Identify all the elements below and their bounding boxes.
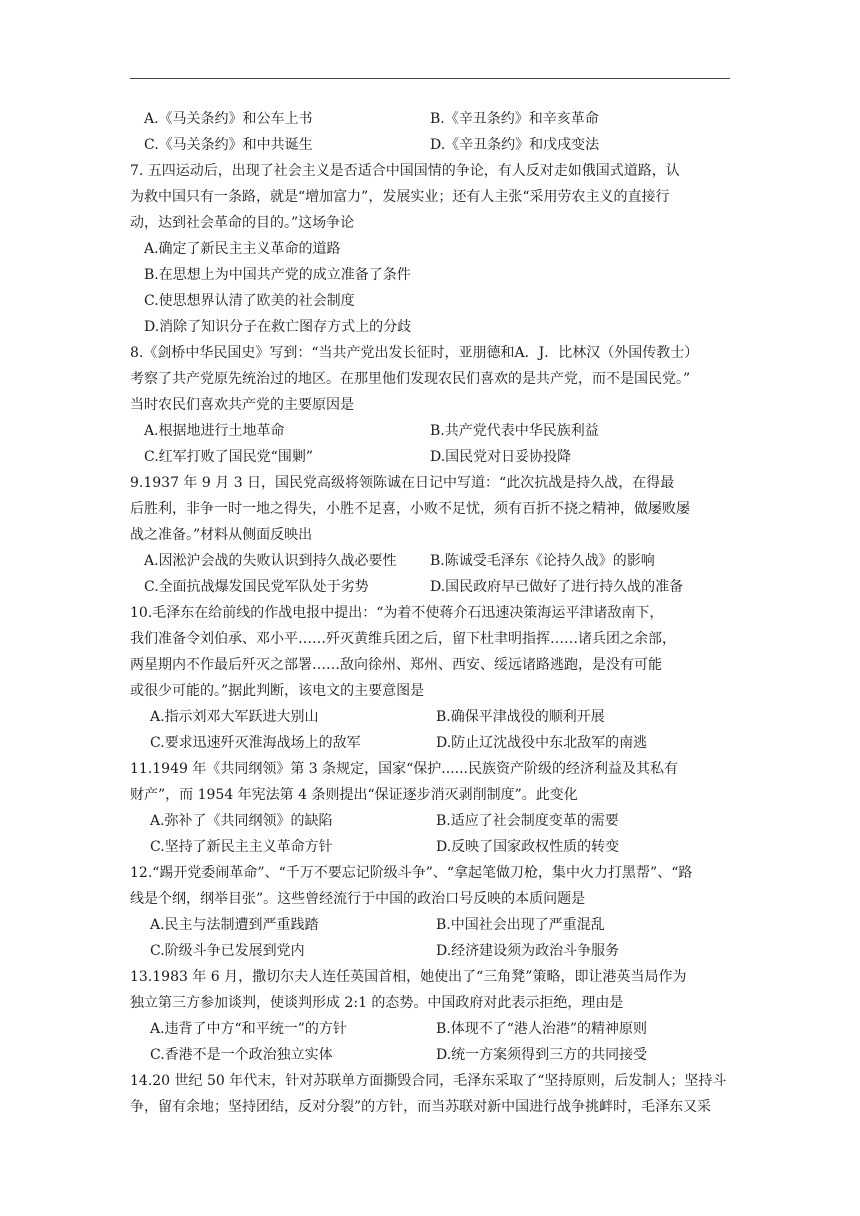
q13-options-row-1 [130,1016,740,1042]
q9-option-b: B.陈诚受毛泽东《论持久战》的影响 [430,553,655,569]
q12-option-c: C.阶级斗争已发展到党内 [150,943,305,959]
header-rule [130,78,730,79]
q11-stem-line: 11.1949 年《共同纲领》第 3 条规定，国家“保护......民族资产阶级的经济利益及其私有 [130,761,679,777]
q13-option-c: C.香港不是一个政治独立实体 [150,1047,333,1063]
q8-stem-line: 考察了共产党原先统治过的地区。在那里他们发现农民们喜欢的是共产党，而不是国民党。” [130,371,691,387]
q10-stem-line: 或很少可能的。”据此判断，该电文的主要意图是 [130,683,425,699]
q9-options-row-2 [130,574,740,600]
q13-option-b: B.体现不了“港人治港”的精神原则 [436,1021,648,1037]
q7-option-d: D.消除了知识分子在救亡图存方式上的分歧 [144,319,412,335]
q10-stem-line: 10.毛泽东在给前线的作战电报中提出：“为着不使蒋介石迅速决策海运平津诸敌南下， [130,605,664,621]
q10-option-a: A.指示刘邓大军跃进大别山 [150,709,319,725]
q13-option-a: A.违背了中方“和平统一”的方针 [150,1021,347,1037]
q11-options-row-2 [130,834,740,860]
q7-option-c: C.使思想界认清了欧美的社会制度 [144,293,355,309]
q12-options-row-2 [130,938,740,964]
q8-option-b: B.共产党代表中华民族利益 [430,423,599,439]
q6-option-a: A.《马关条约》和公车上书 [144,111,313,127]
q6-options-row-1 [130,106,740,132]
q11-option-a: A.弥补了《共同纲领》的缺陷 [150,813,333,829]
q12-option-a: A.民主与法制遭到严重践踏 [150,917,319,933]
q13-stem-line: 13.1983 年 6 月，撒切尔夫人连任英国首相，她使出了“三角凳”策略，即让港英当局作为 [130,969,687,985]
q8-options-row-2 [130,444,740,470]
q11-option-c: C.坚持了新民主主义革命方针 [150,839,333,855]
q10-stem-line: 两星期内不作最后歼灭之部署……敌向徐州、郑州、西安、绥远诸路逃跑，是没有可能 [130,657,662,673]
q8-stem-line: 8.《剑桥中华民国史》写到：“当共产党出发长征时，亚朋德和A．J．比林汉（外国传教士） [130,345,699,361]
q8-option-c: C.红军打败了国民党“围剿” [144,449,313,465]
q9-stem-line: 后胜利，非争一时一地之得失，小胜不足喜，小败不足忧，须有百折不挠之精神，做屡败屡 [130,501,690,517]
q10-stem-line: 我们准备令刘伯承、邓小平……歼灭黄维兵团之后，留下杜聿明指挥……诸兵团之余部， [130,631,676,647]
q9-stem-line: 9.1937 年 9 月 3 日，国民党高级将领陈诚在日记中写道：“此次抗战是持久战，在得最 [130,475,675,491]
q8-option-a: A.根据地进行土地革命 [144,423,285,439]
q12-stem-line: 线是个纲，纲举目张”。这些曾经流行于中国的政治口号反映的本质问题是 [130,891,586,907]
q8-option-d: D.国民党对日妥协投降 [430,449,572,465]
q11-option-d: D.反映了国家政权性质的转变 [436,839,620,855]
q6-option-b: B.《辛丑条约》和辛亥革命 [430,111,599,127]
q7-stem-line: 动，达到社会革命的目的。”这场争论 [130,215,355,231]
q11-stem-line: 财产”，而 1954 年宪法第 4 条则提出“保证逐步消灭剥削制度”。此变化 [130,787,578,803]
q6-option-d: D.《辛丑条约》和戊戌变法 [430,137,600,153]
q9-option-d: D.国民政府早已做好了进行持久战的准备 [430,579,684,595]
q11-options-row-1 [130,808,740,834]
q9-options-row-1 [130,548,740,574]
q9-option-c: C.全面抗战爆发国民党军队处于劣势 [144,579,369,595]
q14-stem-line: 14.20 世纪 50 年代末，针对苏联单方面撕毁合同，毛泽东采取了“坚持原则，后发制人；坚持斗 [130,1073,727,1089]
q13-options-row-2 [130,1042,740,1068]
q12-options-row-1 [130,912,740,938]
q8-options-row-1 [130,418,740,444]
q10-options-row-2 [130,730,740,756]
q9-stem-line: 战之准备。”材料从侧面反映出 [130,527,313,543]
q12-option-b: B.中国社会出现了严重混乱 [436,917,605,933]
q13-option-d: D.统一方案须得到三方的共同接受 [436,1047,648,1063]
q10-options-row-1 [130,704,740,730]
q6-option-c: C.《马关条约》和中共诞生 [144,137,313,153]
q10-option-c: C.要求迅速歼灭淮海战场上的敌军 [150,735,361,751]
q9-option-a: A.因淞沪会战的失败认识到持久战必要性 [144,553,397,569]
q7-option-a: A.确定了新民主主义革命的道路 [144,241,341,257]
q10-option-b: B.确保平津战役的顺利开展 [436,709,605,725]
q10-option-d: D.防止辽沈战役中东北敌军的南逃 [436,735,648,751]
q14-stem-line: 争，留有余地；坚持团结，反对分裂”的方针，而当苏联对新中国进行战争挑衅时，毛泽东又采 [130,1099,712,1115]
q12-stem-line: 12.“踢开党委闹革命”、“千万不要忘记阶级斗争”、“拿起笔做刀枪，集中火力打黑帮”、“路 [130,865,693,881]
q8-stem-line: 当时农民们喜欢共产党的主要原因是 [130,397,354,413]
q12-option-d: D.经济建设须为政治斗争服务 [436,943,620,959]
q7-option-b: B.在思想上为中国共产党的成立准备了条件 [144,267,411,283]
q13-stem-line: 独立第三方参加谈判，使谈判形成 2:1 的态势。中国政府对此表示拒绝，理由是 [130,995,624,1011]
q7-stem-line: 为救中国只有一条路，就是“增加富力”，发展实业；还有人主张“采用劳农主义的直接行 [130,189,670,205]
q11-option-b: B.适应了社会制度变革的需要 [436,813,619,829]
q7-stem-line: 7. 五四运动后，出现了社会主义是否适合中国国情的争论，有人反对走如俄国式道路，认 [130,163,680,179]
exam-page [130,106,740,1120]
q6-options-row-2 [130,132,740,158]
